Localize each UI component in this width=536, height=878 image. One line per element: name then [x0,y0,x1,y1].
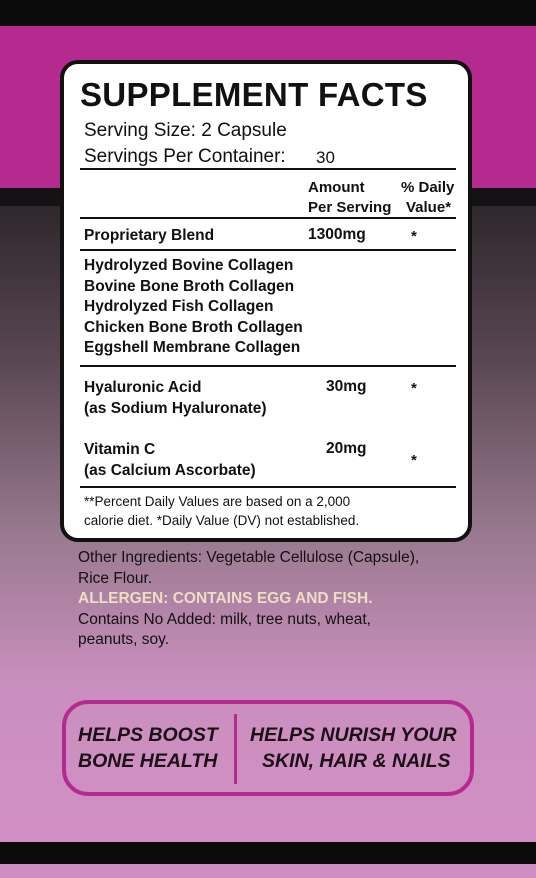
hyaluronic-name: Hyaluronic Acid [84,379,202,396]
no-added-line1: Contains No Added: milk, tree nuts, wheat, [78,610,371,628]
vitamin-c-name: Vitamin C [84,441,156,458]
blend-name: Proprietary Blend [84,227,215,244]
collagen-item-5: Eggshell Membrane Collagen [84,339,301,356]
supplement-facts-panel [60,60,472,542]
collagen-item-3: Hydrolyzed Fish Collagen [84,298,274,315]
benefit-left-line2: BONE HEALTH [78,750,218,772]
header-dv-line1: % Daily [401,179,455,196]
no-added-line2: peanuts, soy. [78,631,170,648]
rule-thin-3 [80,249,456,251]
other-ingredients-line1: Other Ingredients: Vegetable Cellulose (Capsule), [78,549,420,566]
rule-thin-1 [80,168,456,170]
hyaluronic-sub: (as Sodium Hyaluronate) [84,400,267,417]
benefits-divider [234,714,237,784]
benefit-right-line2: SKIN, HAIR & NAILS [262,750,451,772]
servings-per-container-value: 30 [316,148,335,167]
allergen-warning: ALLERGEN: CONTAINS EGG AND FISH. [78,590,373,607]
servings-per-container-label: Servings Per Container: [84,146,286,167]
header-dv-line2: Value* [406,199,452,216]
header-amount-line2: Per Serving [308,199,392,216]
benefit-left-line1: HELPS BOOST [78,724,218,746]
rule-thin-2 [80,217,456,219]
hyaluronic-amount: 30mg [326,378,367,395]
vitamin-c-dv: * [411,452,417,469]
blend-dv: * [411,228,417,245]
benefits-box [62,700,474,796]
bottom-black-bar [0,842,536,864]
header-amount-line1: Amount [308,179,365,196]
collagen-item-2: Bovine Bone Broth Collagen [84,277,295,295]
panel-title: SUPPLEMENT FACTS [80,76,428,113]
footnote [84,492,359,530]
footnote-line1: **Percent Daily Values are based on a 2,000 [84,494,351,509]
top-black-bar [0,0,536,26]
hyaluronic-dv: * [411,380,417,397]
footnote-line2: calorie diet. *Daily Value (DV) not established. [84,513,360,528]
bottom-pink-band [0,864,536,878]
vitamin-c-amount: 20mg [326,440,367,457]
collagen-item-4: Chicken Bone Broth Collagen [84,318,303,336]
blend-amount: 1300mg [308,226,366,243]
serving-size: Serving Size: 2 Capsule [84,120,287,141]
benefit-right-line1: HELPS NURISH YOUR [250,724,457,746]
rule-thin-4 [80,365,456,367]
vitamin-c-sub: (as Calcium Ascorbate) [84,462,256,479]
collagen-item-1: Hydrolyzed Bovine Collagen [84,257,294,274]
rule-thin-5 [80,486,456,488]
ingredients-info [78,548,498,651]
other-ingredients-line2: Rice Flour. [78,569,153,587]
